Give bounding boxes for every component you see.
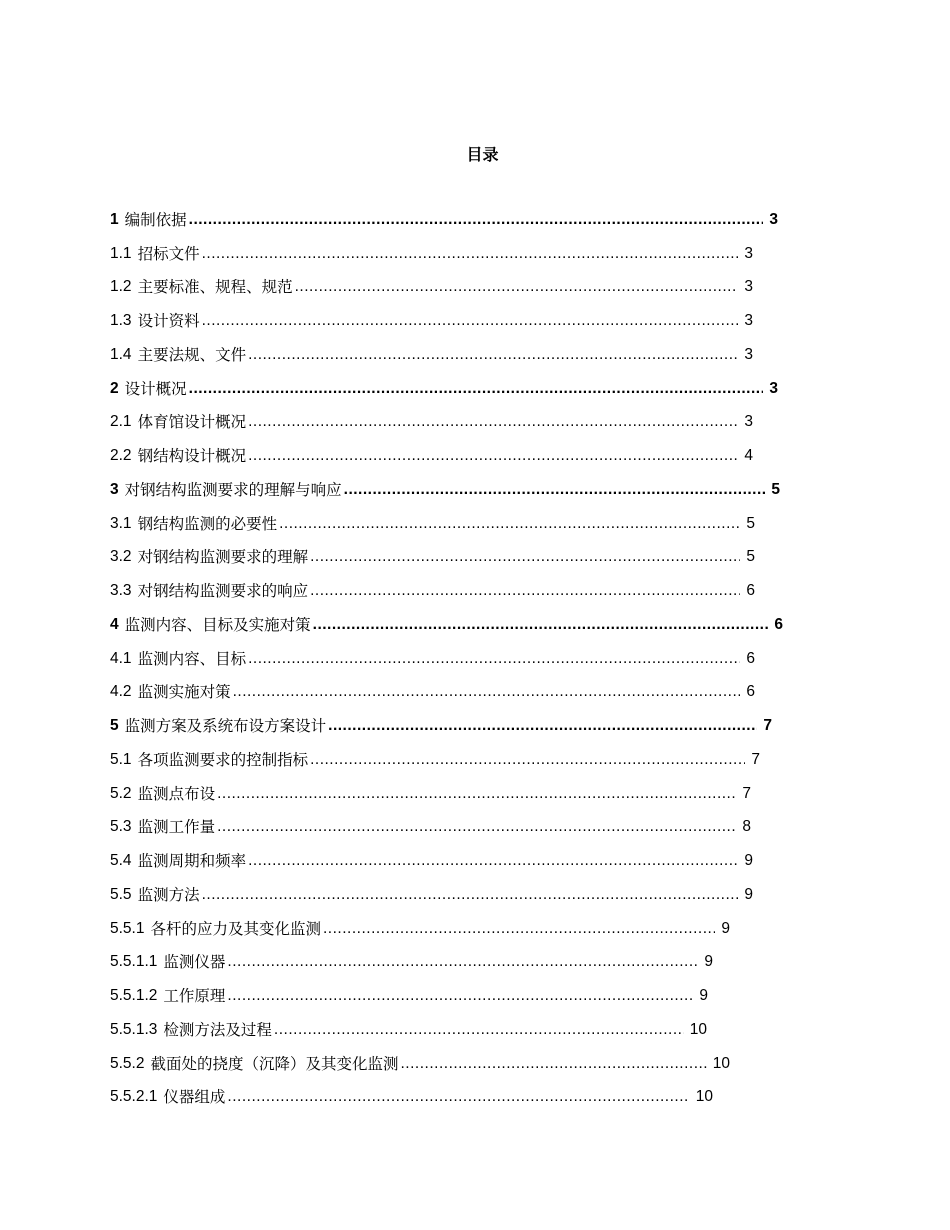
toc-dot-leader: [202, 244, 739, 264]
toc-entry-text: 监测实施对策: [137, 683, 231, 702]
toc-entry-text: 监测内容、目标: [137, 649, 247, 668]
toc-dot-leader: [202, 311, 739, 331]
toc-entry[interactable]: [110, 1013, 707, 1047]
toc-entry-number: 5.5.1.1: [110, 953, 158, 971]
toc-entry[interactable]: [110, 406, 753, 440]
toc-dot-leader: [323, 919, 715, 939]
toc-entry[interactable]: [110, 608, 783, 642]
toc-entry-page-number: 7: [742, 784, 751, 802]
toc-dot-leader: [248, 649, 740, 669]
toc-entry-page-number: 5: [771, 480, 780, 498]
toc-dot-leader: [344, 480, 766, 500]
toc-entry-number: 2: [110, 379, 119, 397]
toc-entry-text: 工作原理: [163, 987, 226, 1006]
toc-dot-leader: [227, 1087, 689, 1107]
toc-entry-text: 主要法规、文件: [137, 345, 247, 364]
toc-dot-leader: [310, 750, 745, 770]
toc-entry-number: 4.1: [110, 649, 132, 667]
toc-entry-number: 3.2: [110, 548, 132, 566]
toc-entry-page-number: 10: [712, 1054, 730, 1072]
toc-entry-number: 5.3: [110, 818, 132, 836]
toc-entry-text: 监测仪器: [163, 953, 226, 972]
toc-entry[interactable]: [110, 946, 713, 980]
toc-entry-number: 4.2: [110, 683, 132, 701]
toc-entry-text: 钢结构监测的必要性: [137, 514, 278, 533]
toc-entry[interactable]: [110, 237, 753, 271]
toc-dot-leader: [310, 581, 740, 601]
toc-entry-number: 5.2: [110, 784, 132, 802]
toc-entry-number: 2.2: [110, 447, 132, 465]
toc-dot-leader: [217, 817, 736, 837]
toc-dot-leader: [217, 784, 736, 804]
toc-dot-leader: [189, 210, 764, 230]
toc-entry-page-number: 3: [769, 210, 778, 228]
toc-entry-number: 1: [110, 210, 119, 228]
toc-dot-leader: [310, 547, 740, 567]
toc-entry-number: 4: [110, 615, 119, 633]
toc-entry[interactable]: [110, 203, 778, 237]
toc-dot-leader: [189, 379, 764, 399]
toc-dot-leader: [233, 682, 741, 702]
toc-entry-page-number: 9: [744, 885, 753, 903]
toc-entry-page-number: 10: [689, 1020, 707, 1038]
toc-entry-page-number: 7: [763, 717, 772, 735]
toc-dot-leader: [328, 716, 757, 736]
toc-entry-number: 5.1: [110, 750, 132, 768]
toc-dot-leader: [248, 446, 738, 466]
toc-dot-leader: [401, 1054, 707, 1074]
toc-dot-leader: [248, 412, 738, 432]
toc-entry-page-number: 3: [744, 244, 753, 262]
toc-entry[interactable]: [110, 541, 755, 575]
toc-entry-text: 监测周期和频率: [137, 852, 247, 871]
toc-dot-leader: [248, 851, 738, 871]
toc-entry-page-number: 4: [744, 447, 753, 465]
toc-entry[interactable]: [110, 1047, 730, 1081]
toc-entry[interactable]: [110, 271, 753, 305]
toc-entry-text: 钢结构设计概况: [137, 447, 247, 466]
toc-entry-page-number: 3: [744, 413, 753, 431]
toc-entry-number: 5.4: [110, 852, 132, 870]
toc-entry-text: 监测工作量: [137, 818, 216, 837]
toc-entry-page-number: 9: [699, 987, 708, 1005]
toc-entry-number: 5: [110, 717, 119, 735]
toc-entry-text: 编制依据: [124, 210, 187, 229]
toc-entry-page-number: 6: [774, 615, 783, 633]
toc-entry-page-number: 9: [721, 919, 730, 937]
toc-list: [110, 203, 783, 1114]
toc-title: 目录: [466, 145, 499, 164]
toc-entry[interactable]: [110, 811, 751, 845]
toc-entry-page-number: 10: [695, 1088, 713, 1106]
toc-entry[interactable]: [110, 338, 753, 372]
toc-entry[interactable]: [110, 473, 780, 507]
toc-entry-page-number: 9: [744, 852, 753, 870]
toc-dot-leader: [295, 277, 739, 297]
toc-entry-page-number: 7: [751, 750, 760, 768]
toc-entry-text: 设计资料: [137, 312, 200, 331]
toc-entry-text: 监测方法: [137, 885, 200, 904]
toc-dot-leader: [274, 1020, 684, 1040]
toc-entry-page-number: 9: [704, 953, 713, 971]
toc-entry-page-number: 3: [744, 278, 753, 296]
toc-entry-page-number: 3: [744, 312, 753, 330]
toc-entry-number: 3.3: [110, 582, 132, 600]
toc-entry-page-number: 5: [746, 548, 755, 566]
toc-entry-number: 5.5: [110, 885, 132, 903]
toc-entry[interactable]: [110, 979, 708, 1013]
toc-entry-text: 监测内容、目标及实施对策: [124, 615, 311, 634]
toc-entry-number: 5.5.1: [110, 919, 145, 937]
toc-entry-number: 2.1: [110, 413, 132, 431]
toc-entry-text: 监测点布设: [137, 784, 216, 803]
toc-dot-leader: [202, 885, 739, 905]
toc-entry-text: 对钢结构监测要求的理解: [137, 548, 309, 567]
toc-entry[interactable]: [110, 912, 730, 946]
toc-entry-number: 5.5.1.2: [110, 987, 158, 1005]
toc-entry-text: 主要标准、规程、规范: [137, 278, 293, 297]
toc-entry-page-number: 6: [746, 683, 755, 701]
toc-entry-number: 3: [110, 480, 119, 498]
toc-entry-number: 1.1: [110, 244, 132, 262]
toc-entry-number: 5.5.2: [110, 1054, 145, 1072]
toc-entry[interactable]: [110, 844, 753, 878]
toc-entry-page-number: 3: [744, 345, 753, 363]
toc-entry-page-number: 6: [746, 582, 755, 600]
toc-dot-leader: [227, 986, 693, 1006]
toc-entry-text: 体育馆设计概况: [137, 413, 247, 432]
toc-entry[interactable]: [110, 676, 755, 710]
toc-entry-page-number: 8: [742, 818, 751, 836]
toc-entry-number: 1.2: [110, 278, 132, 296]
toc-entry-page-number: 3: [769, 379, 778, 397]
toc-entry[interactable]: [110, 507, 755, 541]
toc-entry-page-number: 5: [746, 514, 755, 532]
toc-entry[interactable]: [110, 372, 778, 406]
toc-entry-text: 各杆的应力及其变化监测: [150, 919, 321, 938]
toc-entry-text: 设计概况: [124, 379, 187, 398]
toc-entry[interactable]: [110, 878, 753, 912]
toc-entry-number: 1.3: [110, 312, 132, 330]
toc-entry-text: 截面处的挠度（沉降）及其变化监测: [150, 1054, 399, 1073]
toc-entry[interactable]: [110, 574, 755, 608]
toc-entry-text: 各项监测要求的控制指标: [137, 750, 309, 769]
toc-entry-text: 对钢结构监测要求的理解与响应: [124, 480, 342, 499]
toc-entry[interactable]: [110, 743, 760, 777]
toc-entry[interactable]: [110, 642, 755, 676]
toc-entry-page-number: 6: [746, 649, 755, 667]
toc-entry-text: 监测方案及系统布设方案设计: [124, 717, 327, 736]
toc-dot-leader: [227, 952, 698, 972]
toc-dot-leader: [248, 345, 738, 365]
toc-entry-number: 5.5.2.1: [110, 1088, 158, 1106]
toc-entry-number: 1.4: [110, 345, 132, 363]
toc-entry-text: 招标文件: [137, 244, 200, 263]
toc-entry[interactable]: [110, 709, 772, 743]
toc-entry[interactable]: [110, 304, 753, 338]
toc-entry[interactable]: [110, 1081, 713, 1115]
toc-entry-text: 检测方法及过程: [163, 1020, 272, 1039]
toc-dot-leader: [313, 615, 769, 635]
toc-entry-number: 5.5.1.3: [110, 1020, 158, 1038]
toc-entry[interactable]: [110, 439, 753, 473]
toc-dot-leader: [279, 514, 740, 534]
toc-entry-text: 仪器组成: [163, 1088, 226, 1107]
toc-entry-number: 3.1: [110, 514, 132, 532]
toc-entry-text: 对钢结构监测要求的响应: [137, 582, 309, 601]
toc-entry[interactable]: [110, 777, 751, 811]
